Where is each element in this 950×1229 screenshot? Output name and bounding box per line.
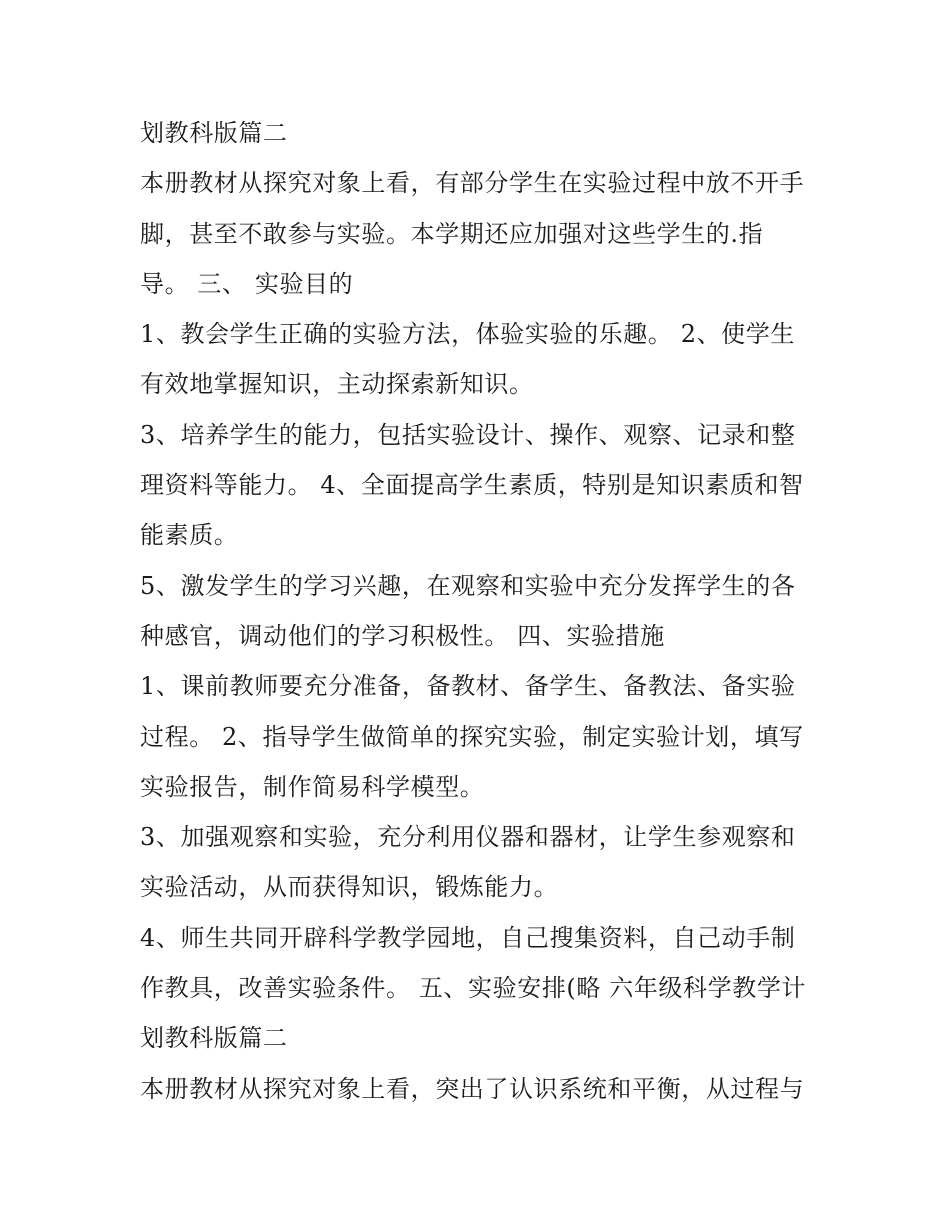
text-line: 3、培养学生的能力，包括实验设计、操作、观察、记录和整 <box>140 420 796 449</box>
text-line: 种感官，调动他们的学习积极性。 四、实验措施 <box>140 621 665 650</box>
text-line: 1、课前教师要充分准备，备教材、备学生、备教法、备实验 <box>140 672 796 701</box>
text-line: 实验活动，从而获得知识，锻炼能力。 <box>140 873 559 902</box>
text-line: 划教科版篇二 <box>140 1024 288 1053</box>
text-line: 划教科版篇二 <box>140 119 288 147</box>
text-line: 实验报告，制作简易科学模型。 <box>140 772 485 801</box>
document-body <box>140 108 820 1114</box>
text-line: 理资料等能力。 4、全面提高学生素质，特别是知识素质和智 <box>140 471 804 500</box>
text-line: 1、教会学生正确的实验方法，体验实验的乐趣。 2、使学生 <box>140 320 795 349</box>
text-line: 本册教材从探究对象上看，有部分学生在实验过程中放不开手 <box>140 169 805 198</box>
text-line: 4、师生共同开辟科学教学园地，自己搜集资料，自己动手制 <box>140 923 796 952</box>
text-line: 脚，甚至不敢参与实验。本学期还应加强对这些学生的.指 <box>140 219 764 248</box>
text-line: 过程。 2、指导学生做简单的探究实验，制定实验计划，填写 <box>140 722 804 751</box>
text-line: 本册教材从探究对象上看，突出了认识系统和平衡，从过程与 <box>140 1074 805 1103</box>
text-line: 导。 三、 实验目的 <box>140 269 354 298</box>
text-line: 5、激发学生的学习兴趣，在观察和实验中充分发挥学生的各 <box>140 571 796 600</box>
text-line: 作教具，改善实验条件。 五、实验安排(略 六年级科学教学计 <box>140 974 807 1003</box>
text-line: 能素质。 <box>140 521 239 550</box>
text-line: 有效地掌握知识，主动探索新知识。 <box>140 370 534 399</box>
text-line: 3、加强观察和实验，充分利用仪器和器材，让学生参观察和 <box>140 823 796 852</box>
